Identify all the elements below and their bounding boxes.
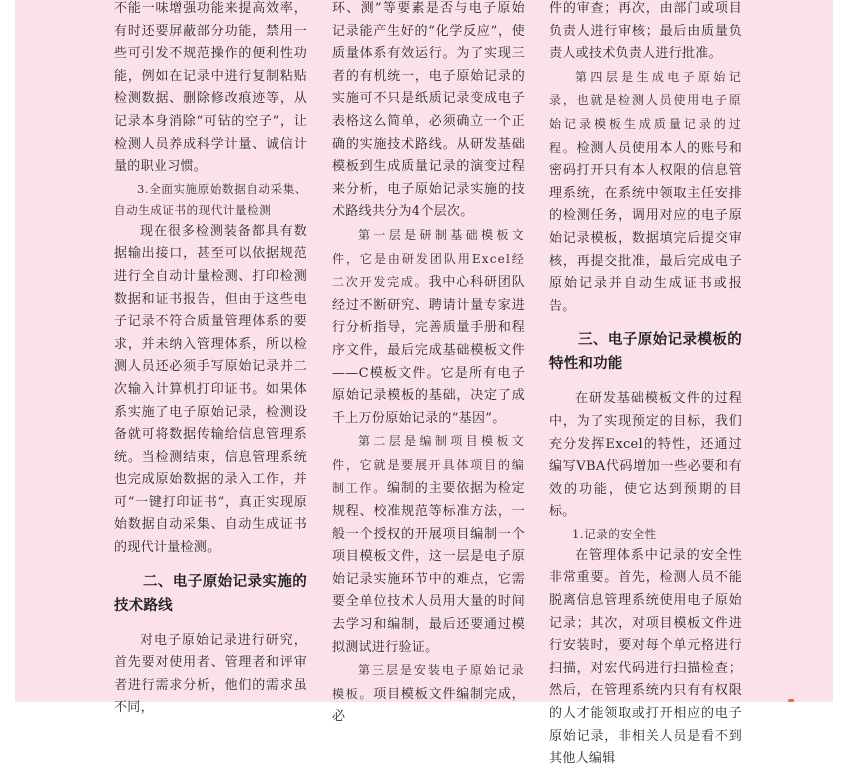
paragraph-layer-4 [549,66,742,319]
text-column-3 [549,0,742,771]
paragraph: 对电子原始记录进行研究，首先要对使用者、管理者和评审者进行需求分析，他们的需求虽不同， [114,632,307,716]
text-column-2 [332,0,525,729]
document-page [15,0,833,767]
body-text: 编制的主要依据为检定规程、校准规范等标准方法，一般一个授权的开展项目编制一个项目模板文件，这一层是电子原始记录实施环节中的难点，它需要全单位技术人员用大量的时间去学习和编制，最后还要通过模拟测试进行验证。 [332,481,525,655]
section-heading-3: 三、电子原始记录模板的特性和功能 [549,332,742,373]
body-text: 我中心科研团队经过不断研究、聘请计量专家进行分析指导，完善质量手册和程序文件，最后完成基础模板文件——C模板文件。它是所有电子原始记录模板的基础，决定了成千上万份原始记录的“基因”。 [332,275,525,426]
subheading-3: 3.全面实施原始数据自动采集、自动生成证书的现代计量检测 [114,181,307,217]
lead-sentence: 第一层是研制基础模板文件，它是由研发团队用Excel经二次开发完成。 [332,227,525,290]
paragraph: 在管理体系中记录的安全性非常重要。首先，检测人员不能脱离信息管理系统使用电子原始记录；其次，对项目模板文件进行安装时，要对每个单元格进行扫描，对宏代码进行扫描检查；然后，在管理系统内只有有权限的人才能领取或打开相应的电子原始记录，非相关人员是看不到其他人编辑 [549,547,742,767]
lead-sentence: 第四层是生成电子原始记录，也就是检测人员使用电子原始记录模板生成质量记录的过程。 [549,69,742,155]
subheading-1: 1.记录的安全性 [572,526,657,541]
lead-sentence: 第三层是安装电子原始记录模板。 [332,663,525,701]
paragraph: 现在很多检测装备都具有数据输出接口，甚至可以依据规范进行全自动计量检测、打印检测数据和证书报告，但由于这些电子记录不符合质量管理体系的要求，并未纳入管理体系，所以检测人员还必须手写原始记录并二次输入计算机打印证书。如果体系实施了电子原始记录，检测设备就可将数据传输给信息管理系统。当检测结束，信息管理系统也完成原始数据的录入工作，并可“一键打印证书”，真正实现原始数据自动采集、自动生成证书的现代计量检测。 [114,223,307,556]
text-column-1 [114,0,307,720]
paragraph: 件的审查；再次，由部门或项目负责人进行审核；最后由质量负责人或技术负责人进行批准。 [549,1,742,62]
body-text: 检测人员使用本人的账号和密码打开只有本人权限的信息管理系统，在系统中领取主任安排的检测任务，调用对应的电子原始记录模板，数据填完后提交审核，再提交批准，最后完成电子原始记录并自动生成证书或报告。 [549,140,742,314]
paragraph-layer-2 [332,430,525,659]
paragraph-layer-1 [332,224,525,430]
paragraph: 在研发基础模板文件的过程中，为了实现预定的目标，我们充分发挥Excel的特性，还通过编写VBA代码增加一些必要和有效的功能，使它达到预期的目标。 [549,391,742,520]
paragraph: 环、测”等要素是否与电子原始记录能产生好的“化学反应”，使质量体系有效运行。为了实现三者的有机统一，电子原始记录的实施可不只是纸质记录变成电子表格这么简单，必须确立一个正确的实施技术路线。从研发基础模板到生成质量记录的演变过程来分析，电子原始记录实施的技术路线共分为4个层次。 [332,1,525,220]
body-text: 项目模板文件编制完成，必 [332,686,525,725]
paragraph: 不能一味增强功能来提高效率，有时还要屏蔽部分功能，禁用一些可引发不规范操作的便利性功能，例如在记录中进行复制粘贴检测数据、删除修改痕迹等，从记录本身消除“可钻的空子”，让检测人员养成科学计量、诚信计量的职业习惯。 [114,1,307,175]
section-heading-2: 二、电子原始记录实施的技术路线 [114,573,307,614]
paragraph-layer-3 [332,659,525,729]
lead-sentence: 第二层是编制项目模板文件，它就是要展开具体项目的编制工作。 [332,434,525,496]
